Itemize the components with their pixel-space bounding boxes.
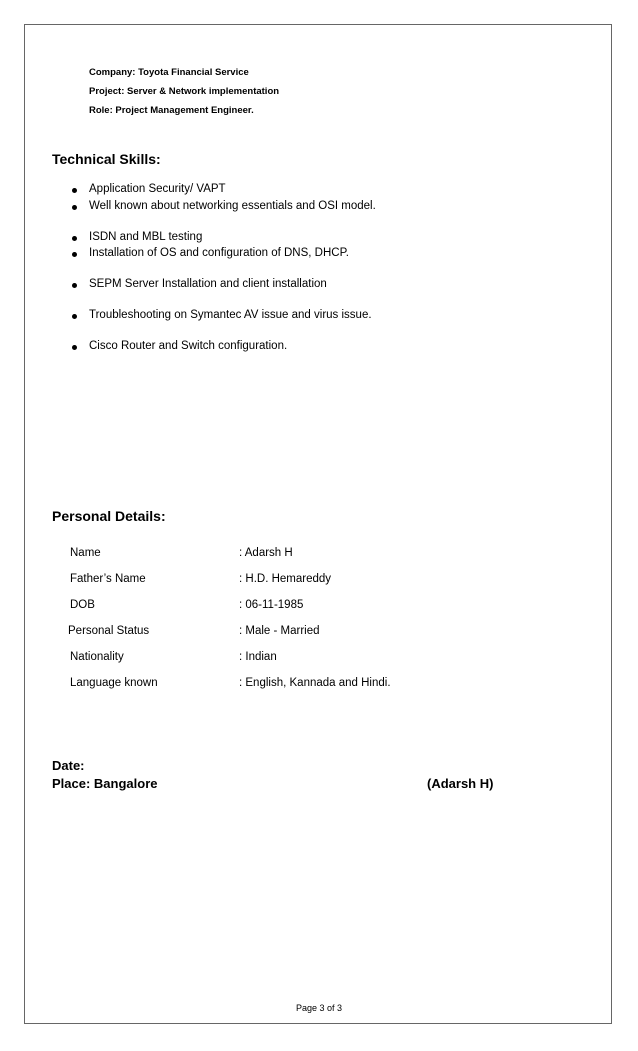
skill-item: Application Security/ VAPT (72, 183, 226, 195)
page-border (24, 24, 612, 1024)
date-label: Date: (52, 758, 85, 773)
detail-label-father: Father’s Name (70, 573, 146, 585)
skill-item: Cisco Router and Switch configuration. (72, 340, 287, 352)
place-label: Place: Bangalore (52, 776, 158, 791)
bullet-icon (72, 345, 77, 350)
project-line: Project: Server & Network implementation (89, 86, 280, 97)
skill-item: SEPM Server Installation and client installation (72, 278, 327, 290)
detail-value-father: : H.D. Hemareddy (239, 573, 332, 585)
bullet-icon (72, 283, 77, 288)
bullet-icon (72, 314, 77, 319)
detail-label-dob: DOB (70, 599, 95, 611)
skill-item: Troubleshooting on Symantec AV issue and virus issue. (72, 309, 372, 321)
technical-skills-heading: Technical Skills: (52, 151, 161, 167)
signature-name: (Adarsh H) (427, 776, 494, 791)
bullet-icon (72, 236, 77, 241)
detail-value-dob: : 06-11-1985 (239, 599, 304, 611)
company-line: Company: Toyota Financial Service (89, 67, 249, 78)
detail-value-status: : Male - Married (239, 625, 320, 637)
page-number: Page 3 of 3 (295, 1003, 343, 1013)
skill-item: Well known about networking essentials and OSI model. (72, 200, 376, 212)
detail-value-name: : Adarsh H (239, 547, 293, 559)
bullet-icon (72, 205, 77, 210)
role-line: Role: Project Management Engineer. (89, 105, 254, 116)
bullet-icon (72, 188, 77, 193)
bullet-icon (72, 252, 77, 257)
detail-label-name: Name (70, 547, 101, 559)
detail-value-language: : English, Kannada and Hindi. (239, 677, 391, 689)
skill-item: ISDN and MBL testing (72, 231, 202, 243)
detail-value-nationality: : Indian (239, 651, 277, 663)
personal-details-heading: Personal Details: (52, 508, 166, 524)
detail-label-language: Language known (70, 677, 158, 689)
detail-label-status: Personal Status (68, 625, 150, 637)
skill-item: Installation of OS and configuration of DNS, DHCP. (72, 247, 349, 259)
detail-label-nationality: Nationality (70, 651, 124, 663)
